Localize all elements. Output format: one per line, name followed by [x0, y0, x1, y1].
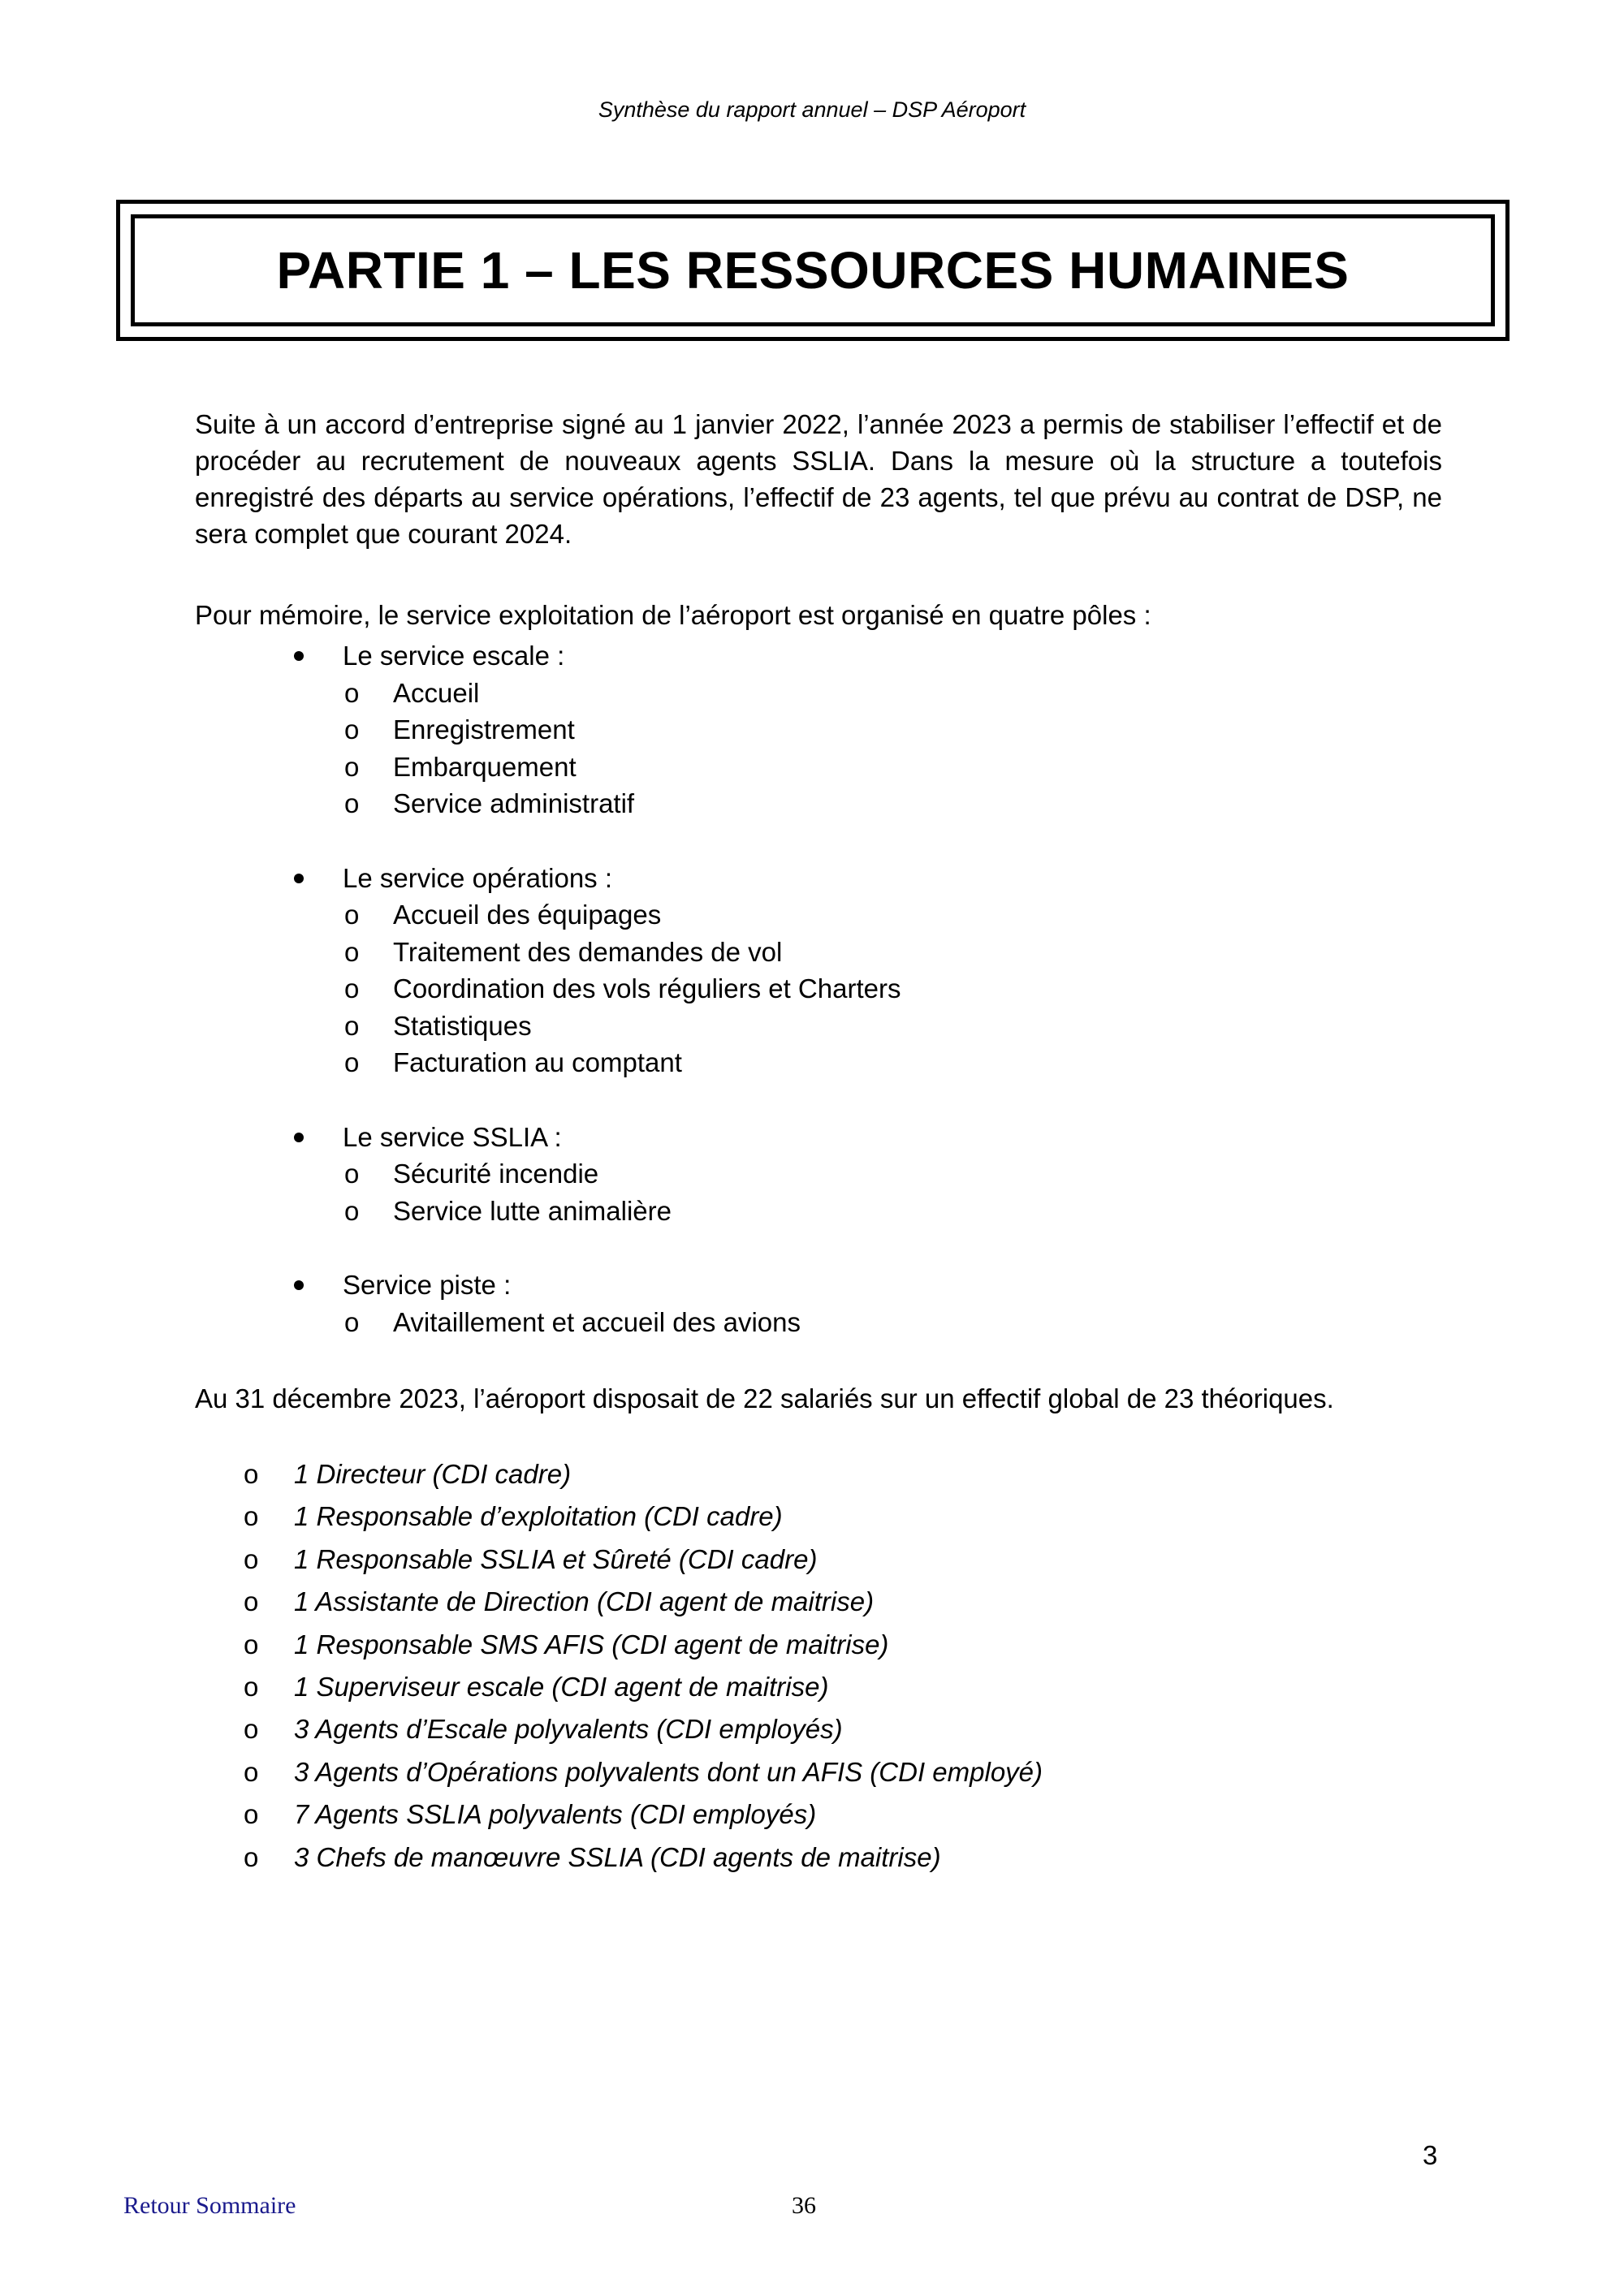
- circle-bullet-icon: o: [244, 1756, 259, 1787]
- service-label: Le service SSLIA :: [343, 1121, 562, 1152]
- circle-bullet-icon: o: [244, 1629, 259, 1659]
- circle-bullet-icon: o: [244, 1501, 259, 1532]
- circle-bullet-icon: o: [344, 1195, 360, 1226]
- service-subitem: o Facturation au comptant: [195, 1044, 901, 1081]
- bullet-icon: [294, 1280, 304, 1290]
- staff-item: o 1 Directeur (CDI cadre): [195, 1453, 1043, 1495]
- running-header: Synthèse du rapport annuel – DSP Aéroport: [598, 97, 1026, 122]
- circle-bullet-icon: o: [344, 1047, 360, 1077]
- service-label: Service piste :: [343, 1270, 512, 1300]
- back-to-summary-link[interactable]: Retour Sommaire: [123, 2192, 296, 2219]
- service-group: [195, 860, 901, 1081]
- service-group: [195, 1267, 901, 1340]
- bullet-icon: [294, 874, 304, 883]
- service-subitem: o Sécurité incendie: [195, 1155, 901, 1193]
- staff-item: o 1 Assistante de Direction (CDI agent de maitrise): [195, 1581, 1043, 1623]
- circle-bullet-icon: o: [344, 714, 360, 744]
- staff-item: o 7 Agents SSLIA polyvalents (CDI employés): [195, 1793, 1043, 1836]
- service-subitem: o Avitaillement et accueil des avions: [195, 1304, 901, 1341]
- headcount-paragraph: Au 31 décembre 2023, l’aéroport disposait de 22 salariés sur un effectif global de 23 théoriques.: [195, 1383, 1334, 1413]
- circle-bullet-icon: o: [244, 1586, 259, 1617]
- staff-item: o 1 Responsable SSLIA et Sûreté (CDI cadre): [195, 1539, 1043, 1581]
- circle-bullet-icon: o: [344, 936, 360, 967]
- service-subitem: o Accueil des équipages: [195, 896, 901, 934]
- circle-bullet-icon: o: [344, 1306, 360, 1337]
- staff-item: o 1 Superviseur escale (CDI agent de maitrise): [195, 1666, 1043, 1708]
- service-subitem: o Traitement des demandes de vol: [195, 934, 901, 971]
- services-list: [195, 637, 901, 1340]
- service-subitem: o Coordination des vols réguliers et Charters: [195, 970, 901, 1008]
- circle-bullet-icon: o: [344, 788, 360, 818]
- staff-item: o 3 Chefs de manœuvre SSLIA (CDI agents de maitrise): [195, 1836, 1043, 1879]
- circle-bullet-icon: o: [344, 973, 360, 1003]
- circle-bullet-icon: o: [344, 1010, 360, 1041]
- circle-bullet-icon: o: [244, 1799, 259, 1830]
- service-subitem: o Accueil: [195, 675, 901, 712]
- service-subitem: o Embarquement: [195, 749, 901, 786]
- bullet-icon: [294, 1133, 304, 1142]
- footer-page-number: 36: [792, 2192, 816, 2219]
- intro-paragraph: Suite à un accord d’entreprise signé au 1 janvier 2022, l’année 2023 a permis de stabiliser l’effectif et de procéder au recrutement de nouveaux agents SSLIA. Dans la mesure où la structure a toutefois enregistré des départs au service opérations, l’effectif de 23 agents, tel que prévu au contrat de DSP, ne sera complet que courant 2024.: [195, 409, 1442, 549]
- title-box: [116, 200, 1510, 341]
- service-group: [195, 637, 901, 822]
- staff-list: [195, 1453, 1043, 1879]
- circle-bullet-icon: o: [344, 751, 360, 782]
- circle-bullet-icon: o: [244, 1714, 259, 1745]
- service-subitem: o Statistiques: [195, 1008, 901, 1045]
- staff-item: o 1 Responsable d’exploitation (CDI cadre): [195, 1495, 1043, 1538]
- service-label: Le service escale :: [343, 641, 565, 671]
- staff-item: o 3 Agents d’Escale polyvalents (CDI employés): [195, 1708, 1043, 1750]
- bullet-icon: [294, 651, 304, 661]
- circle-bullet-icon: o: [244, 1841, 259, 1872]
- page-number: 3: [1423, 2140, 1438, 2170]
- circle-bullet-icon: o: [344, 900, 360, 930]
- page-title: PARTIE 1 – LES RESSOURCES HUMAINES: [276, 241, 1350, 300]
- circle-bullet-icon: o: [244, 1459, 259, 1489]
- staff-item: o 3 Agents d’Opérations polyvalents dont un AFIS (CDI employé): [195, 1751, 1043, 1793]
- title-box-inner: [131, 214, 1495, 326]
- service-subitem: o Service lutte animalière: [195, 1193, 901, 1230]
- service-subitem: o Service administratif: [195, 785, 901, 822]
- circle-bullet-icon: o: [244, 1672, 259, 1703]
- services-intro: Pour mémoire, le service exploitation de l’aéroport est organisé en quatre pôles :: [195, 600, 1151, 630]
- service-label: Le service opérations :: [343, 862, 613, 893]
- service-group: [195, 1119, 901, 1230]
- circle-bullet-icon: o: [344, 677, 360, 708]
- staff-item: o 1 Responsable SMS AFIS (CDI agent de maitrise): [195, 1624, 1043, 1666]
- service-subitem: o Enregistrement: [195, 711, 901, 749]
- circle-bullet-icon: o: [244, 1543, 259, 1574]
- circle-bullet-icon: o: [344, 1159, 360, 1189]
